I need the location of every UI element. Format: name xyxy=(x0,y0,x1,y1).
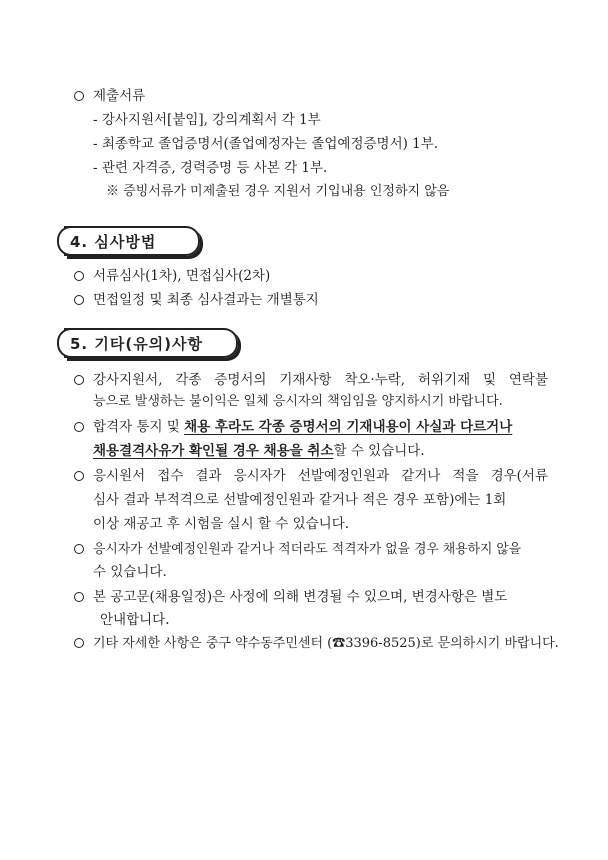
notes-item-continuation: 안내합니다. xyxy=(100,612,170,628)
circle-bullet-icon xyxy=(74,422,84,432)
circle-bullet-icon xyxy=(74,271,84,281)
circle-bullet-icon xyxy=(74,295,84,305)
documents-note: ※ 증빙서류가 미제출된 경우 지원서 기입내용 인정하지 않음 xyxy=(106,184,450,199)
circle-bullet-icon xyxy=(74,375,84,385)
notes-item-continuation: 능으로 발생하는 불이익은 일체 응시자의 책임임을 양지하시기 바랍니다. xyxy=(93,394,503,409)
section-heading-notes: 5. 기타(유의)사항 xyxy=(64,328,238,358)
notes-item: 강사지원서, 각종 증명서의 기재사항 착오·누락, 허위기재 및 연락불 xyxy=(74,368,548,388)
underlined-emphasis: 채용결격사유가 확인될 경우 채용을 취소 xyxy=(93,443,334,459)
documents-title: 제출서류 xyxy=(74,84,145,104)
circle-bullet-icon xyxy=(74,91,84,101)
review-method-item: 면접일정 및 최종 심사결과는 개별통지 xyxy=(74,288,319,308)
documents-item: - 관련 자격증, 경력증명 등 사본 각 1부. xyxy=(93,160,328,176)
notes-item-continuation: 이상 재공고 후 시험을 실시 할 수 있습니다. xyxy=(93,516,350,532)
notes-item: 합격자 통지 및 채용 후라도 각종 증명서의 기재내용이 사실과 다르거나 xyxy=(74,415,512,435)
notes-item-continuation: 심사 결과 부적격으로 선발예정인원과 같거나 적은 경우 포함)에는 1회 xyxy=(93,492,507,508)
circle-bullet-icon xyxy=(74,592,84,602)
notes-item-continuation: 수 있습니다. xyxy=(93,564,167,580)
review-method-item: 서류심사(1차), 면접심사(2차) xyxy=(74,264,270,284)
documents-item: - 최종학교 졸업증명서(졸업예정자는 졸업예정증명서) 1부. xyxy=(93,136,439,152)
notes-item: 기타 자세한 사항은 중구 약수동주민센터 (☎3396-8525)로 문의하시기 바랍니다. xyxy=(74,632,559,651)
circle-bullet-icon xyxy=(74,544,84,554)
notes-item-continuation: 채용결격사유가 확인될 경우 채용을 취소할 수 있습니다. xyxy=(93,443,425,459)
notes-item: 본 공고문(채용일정)은 사정에 의해 변경될 수 있으며, 변경사항은 별도 xyxy=(74,585,507,605)
circle-bullet-icon xyxy=(74,638,84,648)
circle-bullet-icon xyxy=(74,471,84,481)
notes-item: 응시원서 접수 결과 응시자가 선발예정인원과 같거나 적을 경우(서류 xyxy=(74,464,548,484)
underlined-emphasis: 채용 후라도 각종 증명서의 기재내용이 사실과 다르거나 xyxy=(184,419,513,435)
section-heading-review-method: 4. 심사방법 xyxy=(64,226,200,256)
notes-item: 응시자가 선발예정인원과 같거나 적더라도 적격자가 없을 경우 채용하지 않을 xyxy=(74,538,521,557)
documents-item: - 강사지원서[붙임], 강의계획서 각 1부 xyxy=(93,112,321,128)
